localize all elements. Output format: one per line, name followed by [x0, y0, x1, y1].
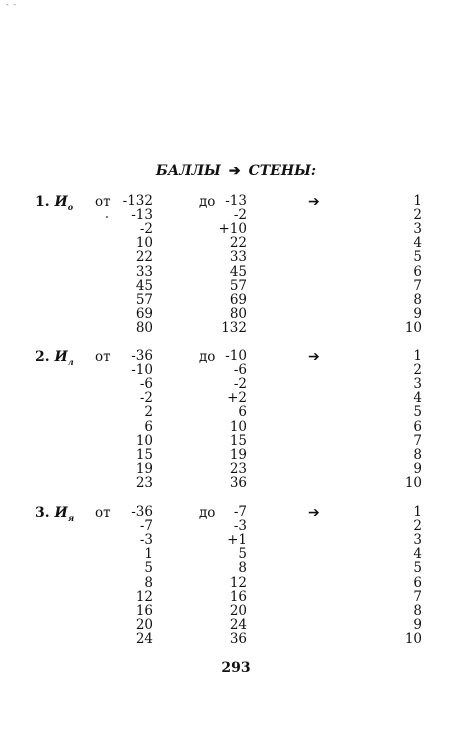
table-row — [0, 349, 472, 363]
from-value: 20 — [135, 616, 153, 633]
to-value: -10 — [225, 348, 247, 364]
from-value: 19 — [135, 460, 153, 477]
sten-value: 2 — [413, 207, 422, 224]
table-row — [0, 604, 472, 618]
sten-value: 1 — [413, 348, 422, 364]
sten-value: 4 — [413, 546, 422, 563]
table-row — [0, 405, 472, 419]
sten-value: 5 — [413, 404, 422, 421]
arrow-icon: ➔ — [308, 505, 320, 521]
sten-value: 8 — [413, 446, 422, 463]
to-value: 36 — [229, 474, 247, 491]
to-value: -2 — [233, 376, 247, 393]
to-value: 24 — [229, 616, 247, 633]
table-row — [0, 208, 472, 222]
section-number: 3. — [35, 505, 50, 521]
from-value: 69 — [135, 305, 153, 322]
to-value: 45 — [229, 263, 247, 280]
to-value: 132 — [221, 319, 247, 336]
from-value: -36 — [131, 504, 153, 520]
to-value: -7 — [233, 504, 247, 520]
from-value: 10 — [135, 235, 153, 252]
to-value: 80 — [229, 305, 247, 322]
sten-value: 7 — [413, 277, 422, 294]
sten-value: 10 — [404, 630, 422, 647]
from-value: -36 — [131, 348, 153, 364]
scale-section-3 — [0, 505, 472, 653]
to-value: +1 — [227, 532, 247, 549]
table-row — [0, 279, 472, 293]
from-value: 22 — [135, 249, 153, 266]
to-value: +2 — [227, 390, 247, 407]
table-row — [0, 222, 472, 236]
sten-value: 7 — [413, 432, 422, 449]
table-row — [0, 590, 472, 604]
to-word: до — [199, 505, 216, 521]
title-left: БАЛЛЫ — [155, 163, 221, 179]
corner-mark: - - — [6, 0, 17, 9]
sten-value: 3 — [413, 376, 422, 393]
from-value: -13 — [131, 207, 153, 224]
scale-letter: И — [54, 194, 68, 210]
from-value: 80 — [135, 319, 153, 336]
scale-letter: И — [54, 349, 68, 365]
scale-section-1 — [0, 194, 472, 342]
table-row — [0, 462, 472, 476]
from-value: 57 — [135, 291, 153, 308]
sten-value: 5 — [413, 249, 422, 266]
from-value: 8 — [144, 574, 153, 591]
from-value: -6 — [139, 376, 153, 393]
to-word: до — [199, 194, 216, 210]
from-word: от — [95, 349, 111, 365]
table-row — [0, 391, 472, 405]
table-row — [0, 561, 472, 575]
table-row — [0, 505, 472, 519]
to-value: 6 — [238, 404, 247, 421]
arrow-icon: ➔ — [228, 163, 241, 179]
sten-value: 6 — [413, 418, 422, 435]
table-row — [0, 293, 472, 307]
from-value: 16 — [135, 602, 153, 619]
sten-value: 3 — [413, 532, 422, 549]
to-value: 69 — [229, 291, 247, 308]
to-value: 36 — [229, 630, 247, 647]
table-row — [0, 236, 472, 250]
table-row — [0, 377, 472, 391]
to-value: 23 — [229, 460, 247, 477]
sten-value: 6 — [413, 574, 422, 591]
scale-subscript: л — [67, 356, 74, 367]
from-value: -2 — [139, 390, 153, 407]
sten-value: 9 — [413, 616, 422, 633]
arrow-icon: ➔ — [308, 194, 320, 210]
from-value: 1 — [144, 546, 153, 563]
table-row — [0, 321, 472, 335]
sten-value: 3 — [413, 221, 422, 238]
from-value: 10 — [135, 432, 153, 449]
from-word: от — [95, 505, 111, 521]
to-value: -2 — [233, 207, 247, 224]
table-row — [0, 576, 472, 590]
table-row — [0, 618, 472, 632]
from-value: -3 — [139, 532, 153, 549]
to-value: 33 — [229, 249, 247, 266]
section-number: 2. — [35, 349, 50, 365]
from-value: -10 — [131, 362, 153, 379]
from-value: -7 — [139, 518, 153, 535]
scale-subscript: я — [67, 512, 75, 523]
sten-value: 7 — [413, 588, 422, 605]
from-value: -132 — [122, 193, 153, 209]
table-row — [0, 519, 472, 533]
table-row — [0, 476, 472, 490]
sten-value: 8 — [413, 291, 422, 308]
page-title — [0, 163, 472, 179]
sten-value: 2 — [413, 518, 422, 535]
sten-value: 9 — [413, 305, 422, 322]
sten-value: 9 — [413, 460, 422, 477]
page-number: 293 — [221, 660, 251, 676]
table-row — [0, 307, 472, 321]
arrow-icon: ➔ — [308, 349, 320, 365]
sten-value: 10 — [404, 319, 422, 336]
to-word: до — [199, 349, 216, 365]
to-value: 22 — [229, 235, 247, 252]
table-row — [0, 547, 472, 561]
from-value: 33 — [135, 263, 153, 280]
from-value: 5 — [144, 560, 153, 577]
table-row — [0, 250, 472, 264]
from-word: от — [95, 194, 111, 210]
sten-value: 4 — [413, 390, 422, 407]
to-value: 15 — [229, 432, 247, 449]
to-value: +10 — [218, 221, 247, 238]
sten-value: 5 — [413, 560, 422, 577]
from-value: -2 — [139, 221, 153, 238]
from-value: 15 — [135, 446, 153, 463]
from-value: 24 — [135, 630, 153, 647]
to-value: 10 — [229, 418, 247, 435]
to-value: 8 — [238, 560, 247, 577]
table-row — [0, 420, 472, 434]
from-value: 45 — [135, 277, 153, 294]
to-value: 5 — [238, 546, 247, 563]
to-value: 12 — [229, 574, 247, 591]
table-row — [0, 265, 472, 279]
to-value: 20 — [229, 602, 247, 619]
to-value: -13 — [225, 193, 247, 209]
table-row — [0, 533, 472, 547]
to-value: 19 — [229, 446, 247, 463]
sten-value: 4 — [413, 235, 422, 252]
sten-value: 8 — [413, 602, 422, 619]
sten-value: 2 — [413, 362, 422, 379]
sten-value: 6 — [413, 263, 422, 280]
scale-section-2 — [0, 349, 472, 497]
to-value: -6 — [233, 362, 247, 379]
table-row — [0, 448, 472, 462]
sten-value: 10 — [404, 474, 422, 491]
section-number: 1. — [35, 194, 50, 210]
table-row — [0, 632, 472, 646]
from-value: 23 — [135, 474, 153, 491]
to-value: 16 — [229, 588, 247, 605]
table-row — [0, 434, 472, 448]
table-row — [0, 194, 472, 208]
sten-value: 1 — [413, 504, 422, 520]
scale-letter: И — [54, 505, 68, 521]
to-value: -3 — [233, 518, 247, 535]
from-value: 6 — [144, 418, 153, 435]
from-value: 12 — [135, 588, 153, 605]
from-value: 2 — [144, 404, 153, 421]
scale-subscript: о — [67, 201, 74, 212]
to-value: 57 — [229, 277, 247, 294]
sten-value: 1 — [413, 193, 422, 209]
title-right: СТЕНЫ: — [248, 163, 317, 179]
table-row — [0, 363, 472, 377]
